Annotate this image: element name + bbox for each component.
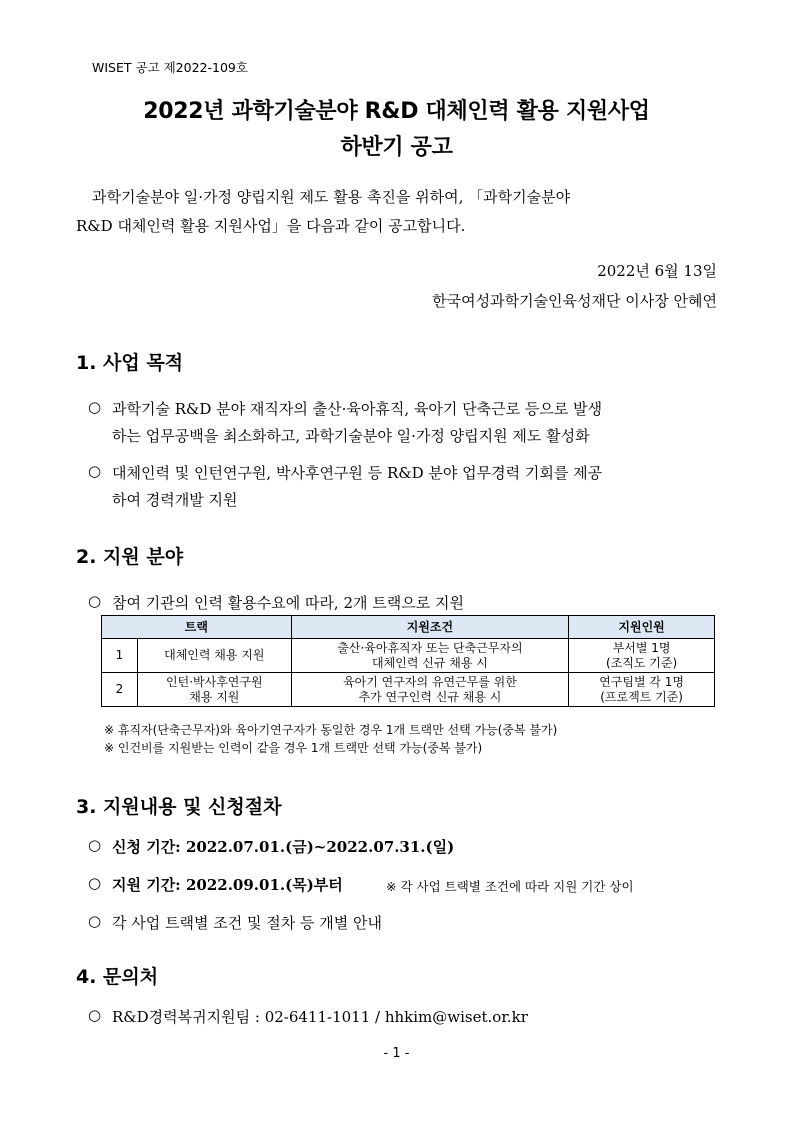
track-condition: 출산·육아휴직자 또는 단축근무자의 대체인력 신규 채용 시: [291, 639, 569, 673]
track-name: 대체인력 채용 지원: [137, 639, 291, 673]
section-heading-procedure: 3. 지원내용 및 신청절차: [76, 796, 282, 818]
section-heading-purpose: 1. 사업 목적: [76, 352, 184, 374]
track-name: 인턴·박사후연구원 채용 지원: [137, 673, 291, 707]
track-number: 2: [102, 673, 138, 707]
header-people: 지원인원: [569, 616, 715, 639]
page-subtitle: 하반기 공고: [340, 135, 453, 160]
table-note-2: ※ 인건비를 지원받는 인력이 같을 경우 1개 트랙만 선택 가능(중복 불가): [104, 741, 483, 755]
purpose-item-1-line-1: 과학기술 R&D 분야 재직자의 출산·육아휴직, 육아기 단축근로 등으로 발생: [112, 400, 603, 418]
track-number: 1: [102, 639, 138, 673]
support-field-intro: 참여 기관의 인력 활용수요에 따라, 2개 트랙으로 지원: [112, 594, 464, 612]
track-people: 연구팀별 각 1명 (프로젝트 기준): [569, 673, 715, 707]
section-heading-contact: 4. 문의처: [76, 966, 159, 988]
purpose-item-2-line-1: 대체인력 및 인턴연구원, 박사후연구원 등 R&D 분야 업무경력 기회를 제공: [112, 464, 603, 482]
track-table: [101, 615, 715, 707]
announcement-date: 2022년 6월 13일: [597, 262, 717, 280]
bullet-icon: ○: [88, 398, 102, 416]
page-title: 2022년 과학기술분야 R&D 대체인력 활용 지원사업: [143, 99, 650, 124]
track-people: 부서별 1명 (조직도 기준): [569, 639, 715, 673]
table-row: [102, 639, 715, 673]
table-header-row: [102, 616, 715, 639]
bullet-icon: ○: [88, 912, 102, 930]
bullet-icon: ○: [88, 1006, 102, 1024]
bullet-icon: ○: [88, 592, 102, 610]
purpose-item-2-line-2: 하여 경력개발 지원: [112, 491, 238, 509]
issuer: 한국여성과학기술인육성재단 이사장 안혜연: [432, 292, 717, 310]
page-number: - 1 -: [383, 1046, 410, 1061]
bullet-icon: ○: [88, 874, 102, 892]
track-guide: 각 사업 트랙별 조건 및 절차 등 개별 안내: [112, 914, 382, 932]
contact-info: R&D경력복귀지원팀 : 02-6411-1011 / hhkim@wiset.or.kr: [112, 1008, 528, 1026]
bullet-icon: ○: [88, 836, 102, 854]
support-period: 지원 기간: 2022.09.01.(목)부터: [112, 876, 343, 894]
bullet-icon: ○: [88, 462, 102, 480]
header-condition: 지원조건: [291, 616, 569, 639]
section-heading-support-field: 2. 지원 분야: [76, 546, 184, 568]
header-track: 트랙: [102, 616, 292, 639]
intro-line-1: 과학기술분야 일·가정 양립지원 제도 활용 촉진을 위하여, 「과학기술분야: [92, 188, 571, 206]
purpose-item-1-line-2: 하는 업무공백을 최소화하고, 과학기술분야 일·가정 양립지원 제도 활성화: [112, 427, 590, 445]
support-period-note: ※ 각 사업 트랙별 조건에 따라 지원 기간 상이: [386, 879, 634, 894]
apply-period: 신청 기간: 2022.07.01.(금)~2022.07.31.(일): [112, 838, 455, 856]
track-condition: 육아기 연구자의 유연근무를 위한 추가 연구인력 신규 채용 시: [291, 673, 569, 707]
table-row: [102, 673, 715, 707]
intro-line-2: R&D 대체인력 활용 지원사업」을 다음과 같이 공고합니다.: [76, 217, 466, 235]
table-note-1: ※ 휴직자(단축근무자)와 육아기연구자가 동일한 경우 1개 트랙만 선택 가능(중복 불가): [104, 723, 558, 737]
document-number: WISET 공고 제2022-109호: [92, 60, 248, 75]
